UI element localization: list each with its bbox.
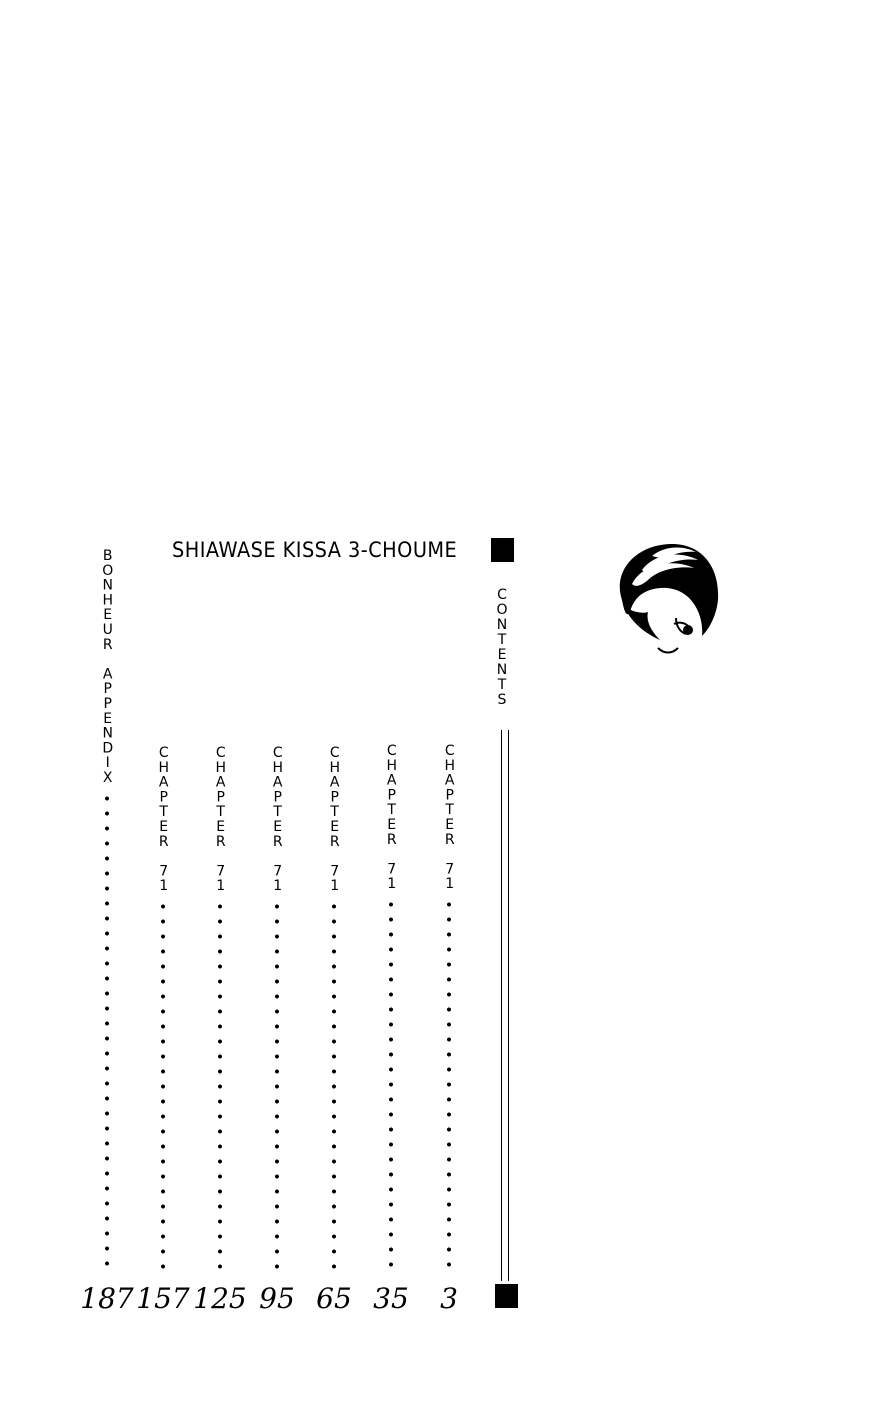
toc-entry-label: CHAPTER 71 — [212, 745, 229, 894]
leader-dots — [332, 899, 336, 1276]
page-number: 65 — [316, 1282, 352, 1315]
page-title: SHIAWASE KISSA 3-CHOUME — [172, 538, 458, 562]
leader-dots — [389, 897, 393, 1276]
leader-dots — [105, 791, 109, 1276]
page-number: 125 — [193, 1282, 247, 1315]
toc-entry-label: CHAPTER 71 — [441, 743, 458, 892]
leader-dots — [218, 899, 222, 1276]
square-block-icon — [495, 1284, 518, 1308]
contents-label: CONTENTS — [494, 587, 510, 707]
leader-dots — [275, 899, 279, 1276]
toc-entry[interactable] — [267, 745, 287, 1276]
swirl-face-icon — [612, 540, 722, 660]
toc-entry[interactable] — [439, 743, 459, 1276]
toc-entry[interactable] — [153, 745, 173, 1276]
page-number: 157 — [136, 1282, 190, 1315]
toc-entry-label: CHAPTER 71 — [269, 745, 286, 894]
toc-entry[interactable] — [210, 745, 230, 1276]
toc-entry-label: CHAPTER 71 — [155, 745, 172, 894]
page-number: 187 — [80, 1282, 134, 1315]
toc-entry-label: CHAPTER 71 — [383, 743, 400, 892]
toc-entry-label: BONHEUR APPENDIX — [99, 548, 116, 785]
toc-entry[interactable] — [324, 745, 344, 1276]
toc-entry[interactable] — [97, 548, 117, 1276]
square-block-icon — [491, 538, 514, 562]
page-number: 95 — [259, 1282, 295, 1315]
leader-dots — [161, 899, 165, 1276]
page-number: 3 — [440, 1282, 458, 1315]
page-number: 35 — [373, 1282, 409, 1315]
leader-dots — [447, 897, 451, 1276]
toc-entry-label: CHAPTER 71 — [326, 745, 343, 894]
toc-entry[interactable] — [381, 743, 401, 1276]
double-rule — [501, 730, 509, 1281]
